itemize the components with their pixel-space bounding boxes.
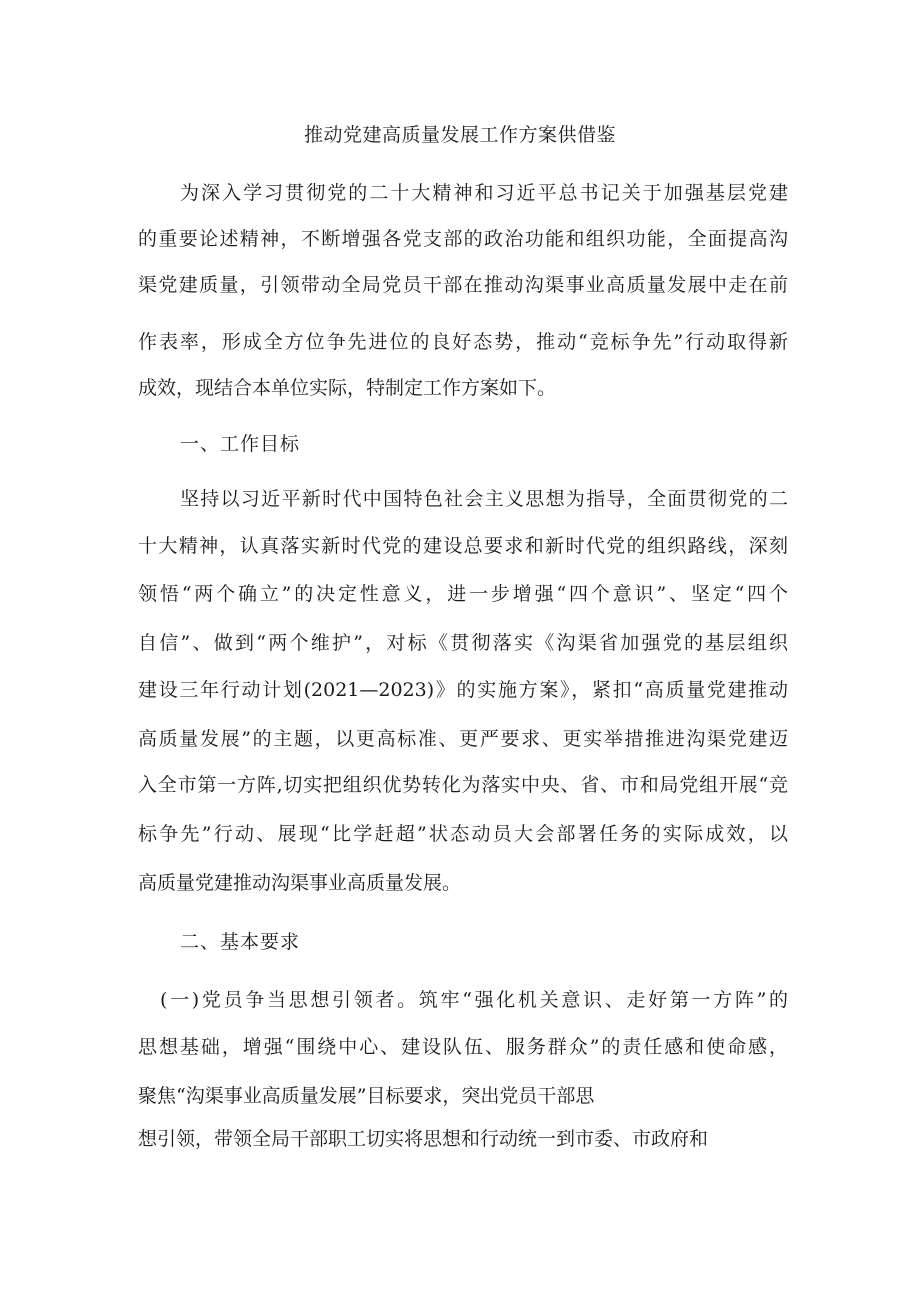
paragraph-line: 渠党建质量，引领带动全局党员干部在推动沟渠事业高质量发展中走在前 bbox=[138, 274, 788, 296]
document-title: 推动党建高质量发展工作方案供借鉴 bbox=[303, 124, 616, 146]
paragraph-line: 入全市第一方阵,切实把组织优势转化为落实中央、省、市和局党组开展“竞 bbox=[138, 774, 788, 796]
paragraph-line: 标争先”行动、展现“比学赶超”状态动员大会部署任务的实际成效，以 bbox=[138, 823, 788, 845]
paragraph-line: (一)党员争当思想引领者。筑牢“强化机关意识、走好第一方阵”的 bbox=[160, 989, 788, 1011]
paragraph-line: 坚持以习近平新时代中国特色社会主义思想为指导，全面贯彻党的二 bbox=[180, 488, 788, 510]
paragraph-line: 作表率，形成全方位争先进位的良好态势，推动“竞标争先”行动取得新 bbox=[138, 331, 788, 353]
section-heading: 一、工作目标 bbox=[180, 433, 301, 455]
paragraph-line: 高质量发展”的主题，以更高标准、更严要求、更实举措推进沟渠党建迈 bbox=[138, 728, 788, 750]
section-heading: 二、基本要求 bbox=[180, 931, 301, 953]
paragraph-line: 的重要论述精神，不断增强各党支部的政治功能和组织功能，全面提高沟 bbox=[138, 228, 788, 250]
paragraph-line: 成效，现结合本单位实际，特制定工作方案如下。 bbox=[138, 377, 557, 399]
paragraph-line: 自信”、做到“两个维护”，对标《贯彻落实《沟渠省加强党的基层组织 bbox=[138, 632, 788, 654]
paragraph-line: 想引领，带领全局干部职工切实将思想和行动统一到市委、市政府和 bbox=[138, 1128, 709, 1150]
paragraph-line: 领悟“两个确立”的决定性意义，进一步增强“四个意识”、坚定“四个 bbox=[138, 583, 788, 605]
paragraph-line: 思想基础，增强“围绕中心、建设队伍、服务群众”的责任感和使命感， bbox=[138, 1036, 788, 1058]
paragraph-line: 十大精神，认真落实新时代党的建设总要求和新时代党的组织路线，深刻 bbox=[138, 535, 788, 557]
paragraph-line: 为深入学习贯彻党的二十大精神和习近平总书记关于加强基层党建 bbox=[180, 182, 788, 204]
paragraph-line: 高质量党建推动沟渠事业高质量发展。 bbox=[138, 872, 462, 894]
paragraph-line: 聚焦“沟渠事业高质量发展”目标要求，突出党员干部思 bbox=[138, 1085, 595, 1107]
paragraph-line: 建设三年行动计划(2021—2023)》的实施方案》，紧扣“高质量党建推动 bbox=[138, 679, 788, 701]
